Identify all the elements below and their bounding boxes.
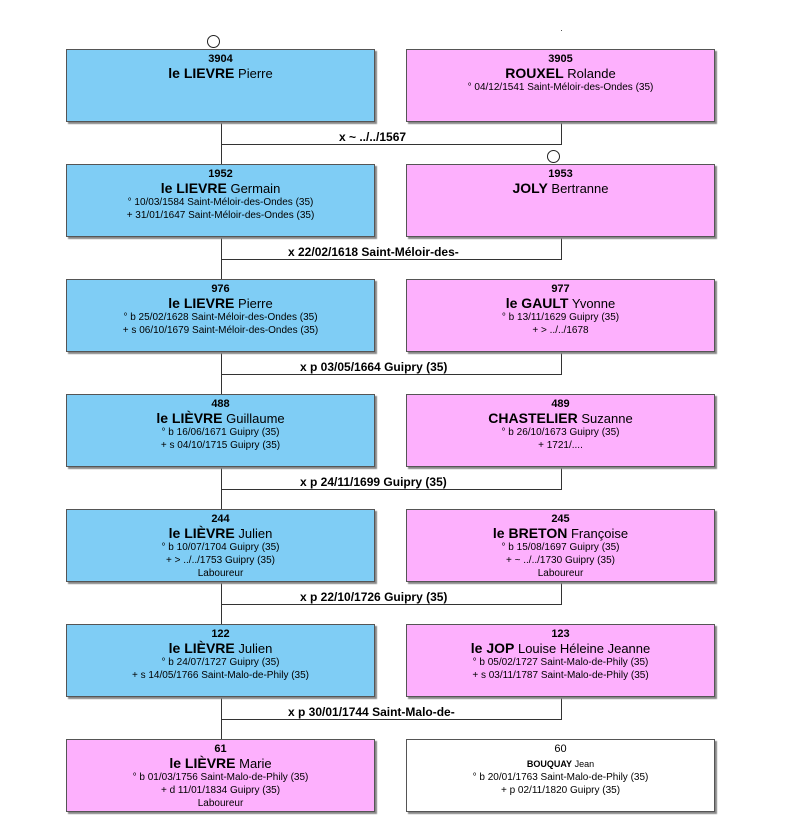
given-name: Pierre — [238, 66, 273, 81]
person-detail-line: Laboureur — [537, 568, 584, 579]
person-detail-line: ° b 24/07/1727 Guipry (35) — [161, 657, 280, 668]
person-detail-line: ° 10/03/1584 Saint-Méloir-des-Ondes (35) — [127, 197, 314, 208]
given-name: Julien — [238, 526, 273, 541]
missing-parents-marker — [547, 150, 560, 163]
sosa-number: 3904 — [208, 53, 233, 65]
sosa-number: 244 — [211, 513, 230, 525]
surname: le JOP — [470, 640, 515, 656]
marriage-label: x 22/02/1618 Saint-Méloir-des- — [288, 245, 459, 259]
surname: le BRETON — [492, 525, 568, 541]
person-detail-line: ° b 05/02/1727 Saint-Malo-de-Phily (35) — [472, 657, 649, 668]
surname: CHASTELIER — [488, 410, 578, 426]
sosa-number: 976 — [211, 283, 230, 295]
surname: le LIÈVRE — [169, 755, 236, 771]
person-box-976[interactable] — [66, 279, 375, 352]
person-box-1952[interactable] — [66, 164, 375, 237]
person-detail-line: ° b 13/11/1629 Guipry (35) — [501, 312, 620, 323]
person-detail-line: + s 06/10/1679 Saint-Méloir-des-Ondes (35) — [122, 325, 319, 336]
connector-line — [561, 582, 562, 604]
sosa-number: 1952 — [208, 168, 233, 180]
person-box-1953[interactable] — [406, 164, 715, 237]
person-detail-line: ° b 10/07/1704 Guipry (35) — [161, 542, 280, 553]
sosa-number: 60 — [554, 743, 567, 755]
person-name — [67, 66, 374, 81]
sosa-number: 3905 — [548, 53, 573, 65]
person-detail-line: + > ../../1753 Guipry (35) — [166, 555, 275, 566]
surname: BOUQUAY — [526, 759, 573, 769]
person-detail-line: Laboureur — [197, 568, 244, 579]
marriage-label: x ~ ../../1567 — [339, 130, 407, 144]
surname: JOLY — [512, 180, 548, 196]
person-detail-line: ° b 15/08/1697 Guipry (35) — [501, 542, 620, 553]
person-name — [407, 66, 714, 81]
connector-line — [221, 259, 562, 260]
given-name: Suzanne — [581, 411, 633, 426]
person-detail-line: + 31/01/1647 Saint-Méloir-des-Ondes (35) — [126, 210, 315, 221]
connector-line — [221, 352, 222, 394]
sosa-number: 123 — [551, 628, 570, 640]
person-box-977[interactable] — [406, 279, 715, 352]
connector-line — [221, 582, 222, 624]
connector-line — [221, 719, 562, 720]
connector-line — [561, 697, 562, 719]
person-detail-line: ° b 26/10/1673 Guipry (35) — [501, 427, 620, 438]
person-detail-line: ° 04/12/1541 Saint-Méloir-des-Ondes (35) — [467, 82, 654, 93]
person-name — [67, 181, 374, 196]
person-box-245[interactable] — [406, 509, 715, 582]
surname: le LIÈVRE — [168, 640, 235, 656]
person-detail-line: + ~ ../../1730 Guipry (35) — [506, 555, 615, 566]
connector-line — [221, 122, 222, 164]
given-name: Julien — [238, 641, 273, 656]
person-detail-line: + s 14/05/1766 Saint-Malo-de-Phily (35) — [131, 670, 310, 681]
person-name — [407, 181, 714, 196]
person-name — [407, 641, 714, 656]
sosa-number: 488 — [211, 398, 230, 410]
surname: ROUXEL — [505, 65, 564, 81]
person-name — [407, 526, 714, 541]
given-name: Louise Héleine Jeanne — [517, 641, 651, 656]
connector-line — [561, 352, 562, 374]
person-box-3905[interactable] — [406, 49, 715, 122]
person-name — [67, 411, 374, 426]
person-detail-line: + d 11/01/1834 Guipry (35) — [160, 785, 281, 796]
person-name — [67, 296, 374, 311]
missing-parents-marker — [207, 35, 220, 48]
person-box-61[interactable] — [66, 739, 375, 812]
person-detail-line: ° b 16/06/1671 Guipry (35) — [161, 427, 280, 438]
person-detail-line: ° b 01/03/1756 Saint-Malo-de-Phily (35) — [132, 772, 309, 783]
connector-line — [221, 489, 562, 490]
marriage-label: x p 22/10/1726 Guipry (35) — [300, 590, 448, 604]
person-name — [407, 758, 714, 771]
sosa-number: 489 — [551, 398, 570, 410]
given-name: Pierre — [238, 296, 273, 311]
given-name: Bertranne — [551, 181, 609, 196]
connector-line — [221, 237, 222, 279]
given-name: Rolande — [567, 66, 616, 81]
surname: le LIÈVRE — [168, 525, 235, 541]
person-name — [407, 296, 714, 311]
person-detail-line: + > ../../1678 — [532, 325, 589, 336]
person-detail-line: + s 04/10/1715 Guipry (35) — [160, 440, 281, 451]
person-box-244[interactable] — [66, 509, 375, 582]
given-name: Germain — [230, 181, 281, 196]
surname: le LIEVRE — [168, 295, 235, 311]
sosa-number: 61 — [214, 743, 227, 755]
person-detail-line: ° b 20/01/1763 Saint-Malo-de-Phily (35) — [472, 772, 649, 783]
person-box-60[interactable] — [406, 739, 715, 812]
sosa-number: 977 — [551, 283, 570, 295]
person-name — [67, 641, 374, 656]
connector-line — [221, 467, 222, 509]
marriage-label: x p 24/11/1699 Guipry (35) — [300, 475, 447, 489]
sosa-number: 122 — [211, 628, 230, 640]
connector-line — [561, 237, 562, 259]
given-name: Jean — [574, 759, 595, 769]
connector-line — [221, 374, 562, 375]
person-box-489[interactable] — [406, 394, 715, 467]
person-name — [67, 756, 374, 771]
person-name — [407, 411, 714, 426]
person-detail-line: + p 02/11/1820 Guipry (35) — [500, 785, 621, 796]
surname: le GAULT — [505, 295, 569, 311]
person-box-122[interactable] — [66, 624, 375, 697]
surname: le LIEVRE — [160, 180, 227, 196]
sosa-number: 245 — [551, 513, 570, 525]
given-name: Marie — [239, 756, 272, 771]
person-box-488[interactable] — [66, 394, 375, 467]
marriage-label: x p 03/05/1664 Guipry (35) — [300, 360, 448, 374]
given-name: Françoise — [570, 526, 629, 541]
person-detail-line: + s 03/11/1787 Saint-Malo-de-Phily (35) — [472, 670, 649, 681]
surname: le LIEVRE — [168, 65, 235, 81]
marriage-label: x p 30/01/1744 Saint-Malo-de- — [288, 705, 455, 719]
connector-line — [221, 697, 222, 739]
connector-line — [561, 122, 562, 144]
person-detail-line: + 1721/.... — [538, 440, 583, 451]
person-box-3904[interactable] — [66, 49, 375, 122]
person-detail-line: ° b 25/02/1628 Saint-Méloir-des-Ondes (35) — [123, 312, 318, 323]
person-name — [67, 526, 374, 541]
given-name: Guillaume — [226, 411, 285, 426]
connector-line — [221, 604, 562, 605]
person-box-123[interactable] — [406, 624, 715, 697]
person-detail-line: Laboureur — [197, 798, 244, 809]
surname: le LIÈVRE — [156, 410, 223, 426]
connector-line — [561, 467, 562, 489]
given-name: Yvonne — [571, 296, 616, 311]
marker-dot — [561, 30, 562, 31]
connector-line — [221, 144, 562, 145]
sosa-number: 1953 — [548, 168, 573, 180]
